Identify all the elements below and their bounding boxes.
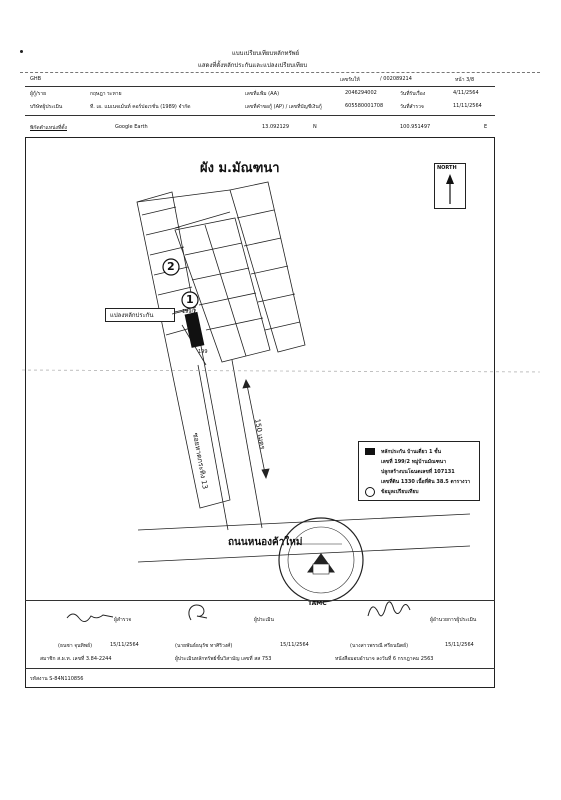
collateral-callout: [105, 308, 175, 322]
neighbor-plot-label: 199: [198, 349, 208, 355]
footer-code: รหัสงาน S-84N110856: [30, 676, 84, 682]
row-divider: [25, 115, 495, 116]
center-block: [175, 218, 270, 362]
surveyor-name: (ธนชา จุนทิพย์): [58, 643, 93, 649]
legend-item-4: เลขที่ดิน 1330 เนื้อที่ดิน 38.5 ตารางวา: [381, 479, 471, 485]
form-subtitle: แสดงที่ตั้งหลักประกันและแปลงเปรียบเทียบ: [198, 62, 308, 69]
legend-collateral-swatch: [365, 448, 375, 455]
latitude-dir: N: [313, 124, 317, 130]
appraiser-signature: [185, 600, 215, 624]
corner-mark: [20, 50, 23, 53]
company-seal: [279, 518, 363, 602]
collateral-plot-label: 199/2: [182, 309, 197, 315]
surveyor-role: ผู้สำรวจ: [114, 617, 132, 623]
appraiser-date: 15/11/2564: [280, 642, 309, 648]
marker-1-label: 1: [186, 293, 194, 306]
coord-label: พิกัดตำแหน่งที่ตั้ง: [30, 125, 67, 131]
appraiser-name: (นายพันธ์ธนุรัช ทาศิริวงศ์): [175, 643, 233, 649]
company-label: บริษัทผู้ประเมิน: [30, 104, 63, 110]
director-license: หนังสือมอบอำนาจ ลงวันที่ 6 กรกฎาคม 2563: [335, 656, 434, 662]
director-date: 15/11/2564: [445, 642, 474, 648]
director-signature: [366, 598, 416, 622]
ap-value: 605580001708: [345, 103, 384, 109]
latitude-value: 13.092129: [262, 124, 290, 130]
map-legend: [358, 441, 480, 501]
company-value: ที. เอ. แมเนจเม้นท์ คอร์ปอเรชั่น (1989) จำกัด: [90, 104, 191, 110]
legend-item-5: ข้อมูลเปรียบเทียบ: [381, 489, 419, 495]
received-value: 4/11/2564: [453, 90, 479, 96]
legend-item-3: ปลูกสร้างบนโฉนดเลขที่ 107131: [381, 469, 455, 475]
collateral-callout-label: แปลงหลักประกัน: [110, 312, 154, 319]
bank-code: GHB: [30, 76, 42, 82]
row-divider: [25, 86, 495, 87]
surveyor-date: 15/11/2564: [110, 642, 139, 648]
survey-value: 11/11/2564: [453, 103, 482, 109]
appraiser-license: ผู้ประเมินหลักทรัพย์ชั้นวิสามัญ เลขที่ สส 753: [175, 656, 272, 662]
footer-divider: [25, 668, 495, 669]
page-number: หน้า 3/8: [455, 77, 475, 83]
survey-label: วันที่สำรวจ: [400, 104, 424, 110]
left-lot-row: [137, 192, 230, 508]
soi-road: [198, 360, 262, 530]
north-label: NORTH: [437, 165, 457, 171]
longitude-value: 100.951497: [400, 124, 431, 130]
ref-value: / 002089214: [380, 76, 412, 82]
surveyor-license: สมาชิก ส.ผ.ท. เลขที่ 3.84-2244: [40, 656, 112, 662]
director-role: ผู้อำนวยการผู้ประเมิน: [430, 617, 477, 623]
applicant-label: ผู้กู้/ราย: [30, 91, 47, 97]
header-divider: [20, 72, 540, 73]
aa-value: 2046294002: [345, 90, 377, 96]
legend-comparison-icon: [365, 487, 375, 497]
legend-item-1: หลักประกัน บ้านเดี่ยว 1 ชั้น: [381, 449, 441, 455]
form-title: แบบเปรียบเทียบหลักทรัพย์: [232, 50, 300, 57]
seal-text: TAMC: [308, 600, 327, 607]
aa-label: เลขที่แฟ้ม (AA): [245, 91, 280, 97]
distance-label: 150 เมตร: [253, 418, 267, 450]
dashed-grid-line: [22, 370, 540, 372]
longitude-dir: E: [484, 124, 488, 130]
coord-source: Google Earth: [115, 124, 148, 130]
road-label: ถนนหนองค้าใหม่: [228, 537, 303, 548]
map-title: ผัง ม.มัณฑนา: [200, 161, 280, 176]
signature-divider: [25, 600, 495, 601]
callout-pointer: [172, 308, 192, 318]
soi-label: ซอยหาดกระทิง 13: [191, 432, 209, 490]
received-label: วันที่รับเรื่อง: [400, 91, 426, 97]
legend-item-2: เลขที่ 199/2 หมู่บ้านมัณฑนา: [381, 459, 447, 465]
ap-label: เลขที่คำขอกู้ (AP) / เลขที่บัญชีเงินกู้: [245, 104, 322, 110]
ref-label: เลขรับให้: [340, 77, 360, 83]
appraiser-role: ผู้ประเมิน: [254, 617, 274, 623]
applicant-value: กฤษฎา ระหาย: [90, 91, 122, 97]
marker-2-label: 2: [167, 260, 175, 273]
director-name: (นางสาวพรรณี ศรีธนนิตย์): [350, 643, 409, 649]
